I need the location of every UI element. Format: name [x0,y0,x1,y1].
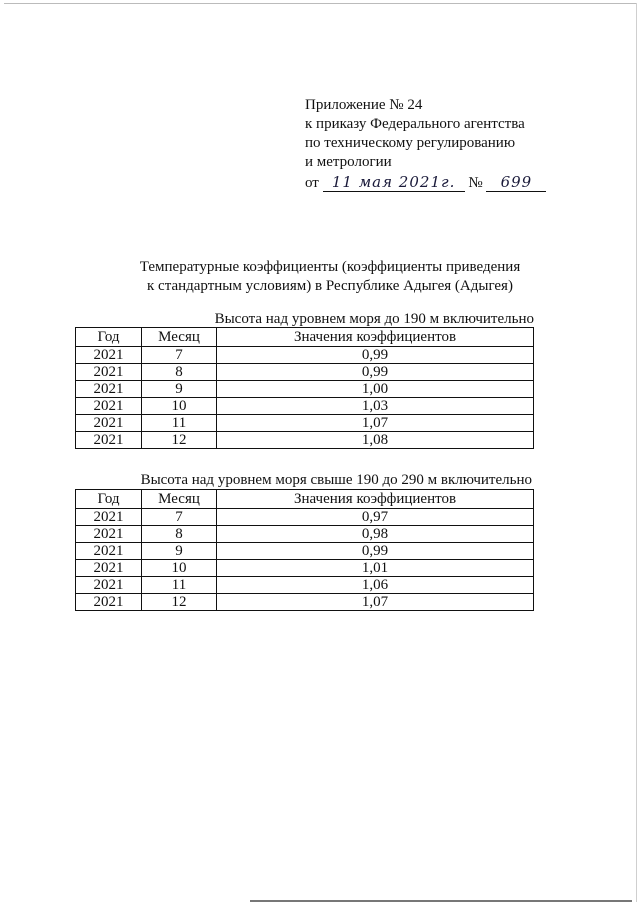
cell-month: 9 [142,381,217,398]
cell-year: 2021 [76,594,142,611]
table-header-row [76,328,534,347]
cell-month: 7 [142,347,217,364]
appendix-number: Приложение № 24 [305,97,423,113]
cell-year: 2021 [76,432,142,449]
table-header-row [76,490,534,509]
cell-coefficient: 1,01 [217,560,534,577]
table-row [76,398,534,415]
table-row [76,364,534,381]
cell-month: 10 [142,398,217,415]
cell-month: 11 [142,415,217,432]
cell-year: 2021 [76,543,142,560]
scan-top-edge [4,3,636,4]
cell-month: 7 [142,509,217,526]
cell-coefficient: 1,08 [217,432,534,449]
cell-month: 8 [142,364,217,381]
appendix-order-ref: к приказу Федерального агентства [305,116,525,132]
cell-year: 2021 [76,577,142,594]
table-row [76,415,534,432]
header-coefficient: Значения коэффициентов [217,490,534,509]
cell-month: 12 [142,594,217,611]
coefficients-table-1 [75,327,534,449]
cell-month: 10 [142,560,217,577]
table-row [76,543,534,560]
table-row [76,560,534,577]
coefficients-table-2 [75,489,534,611]
cell-coefficient: 1,07 [217,594,534,611]
cell-coefficient: 0,99 [217,543,534,560]
cell-year: 2021 [76,526,142,543]
table-2-caption: Высота над уровнем моря свыше 190 до 290 м включительно [140,472,532,488]
scan-bottom-edge [250,900,632,902]
table-row [76,381,534,398]
appendix-agency-line: по техническому регулированию [305,135,516,151]
table-1-caption: Высота над уровнем моря до 190 м включительно [214,311,534,327]
cell-coefficient: 1,06 [217,577,534,594]
cell-year: 2021 [76,398,142,415]
appendix-header [305,96,555,193]
cell-month: 11 [142,577,217,594]
table-row [76,577,534,594]
date-prefix: от [305,175,319,191]
table-row [76,509,534,526]
header-month: Месяц [142,490,217,509]
cell-coefficient: 0,99 [217,364,534,381]
cell-year: 2021 [76,560,142,577]
cell-coefficient: 0,97 [217,509,534,526]
cell-year: 2021 [76,381,142,398]
handwritten-order-number: 699 [486,174,546,192]
cell-coefficient: 1,03 [217,398,534,415]
table-row [76,432,534,449]
document-title [60,258,600,296]
header-month: Месяц [142,328,217,347]
header-year: Год [76,328,142,347]
title-line-2: к стандартным условиям) в Республике Адыгея (Адыгея) [147,278,513,294]
header-year: Год [76,490,142,509]
cell-coefficient: 1,07 [217,415,534,432]
cell-coefficient: 0,98 [217,526,534,543]
cell-year: 2021 [76,415,142,432]
order-date-line [305,174,555,193]
title-line-1: Температурные коэффициенты (коэффициенты приведения [139,259,521,275]
cell-coefficient: 1,00 [217,381,534,398]
scan-right-edge [636,3,637,902]
header-coefficient: Значения коэффициентов [217,328,534,347]
appendix-metrology-line: и метрологии [305,154,392,170]
cell-year: 2021 [76,364,142,381]
cell-month: 8 [142,526,217,543]
table-row [76,526,534,543]
cell-month: 12 [142,432,217,449]
handwritten-date: 11 мая 2021г. [323,174,465,192]
number-prefix: № [468,175,483,191]
cell-coefficient: 0,99 [217,347,534,364]
table-row [76,347,534,364]
cell-year: 2021 [76,347,142,364]
cell-month: 9 [142,543,217,560]
table-row [76,594,534,611]
cell-year: 2021 [76,509,142,526]
